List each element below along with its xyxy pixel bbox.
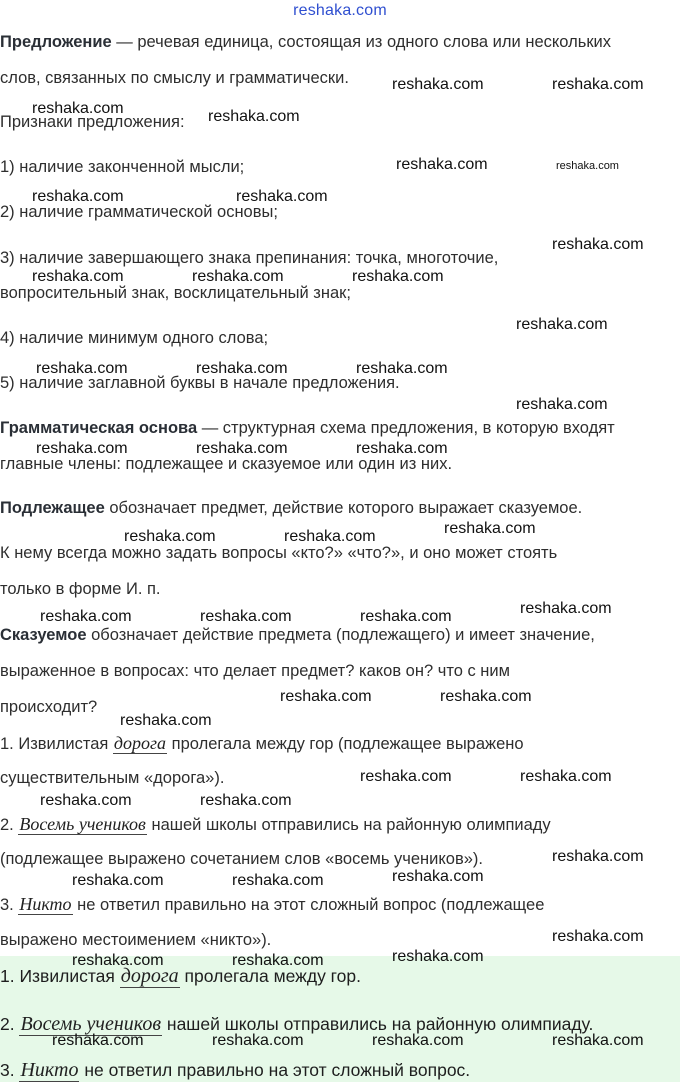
watermark-text: reshaka.com	[552, 76, 644, 93]
example-3-text: не ответил правильно на этот сложный вопрос (подлежащее	[72, 896, 545, 914]
watermark-text: reshaka.com	[520, 768, 612, 785]
watermark-text: reshaka.com	[192, 268, 284, 285]
predicate-text: обозначает действие предмета (подлежащего) и имеет значение,	[86, 626, 595, 644]
example-3-line-1	[0, 894, 544, 915]
watermark-text: reshaka.com	[444, 520, 536, 537]
grammar-basis-term: Грамматическая основа	[0, 419, 198, 437]
predicate-term: Сказуемое	[0, 626, 87, 644]
watermark-text: reshaka.com	[36, 440, 128, 457]
watermark-text: reshaka.com	[396, 156, 488, 173]
watermark-text: reshaka.com	[392, 76, 484, 93]
sign-item-3-cont: вопросительный знак, восклицательный знак;	[0, 284, 351, 302]
subject-line-3: только в форме И. п.	[0, 580, 161, 598]
answer-2-subject: Восемь учеников	[20, 1013, 162, 1035]
watermark-text: reshaka.com	[40, 608, 132, 625]
watermark-text: reshaka.com	[372, 1032, 464, 1049]
watermark-text: reshaka.com	[212, 1032, 304, 1049]
watermark-text: reshaka.com	[392, 948, 484, 965]
example-1-line-1	[0, 733, 524, 754]
watermark-text: reshaka.com	[520, 600, 612, 617]
watermark-text: reshaka.com	[516, 316, 608, 333]
watermark-text: reshaka.com	[32, 100, 124, 117]
watermark-text: reshaka.com	[556, 160, 619, 172]
definition-line-2: слов, связанных по смыслу и грамматически.	[0, 69, 349, 87]
answer-1-num: 1. Извилистая	[0, 966, 120, 986]
answer-box	[0, 956, 680, 1082]
sign-item-1: 1) наличие законченной мысли;	[0, 158, 245, 176]
example-1-text: пролегала между гор (подлежащее выражено	[167, 735, 524, 753]
subject-line-2: К нему всегда можно задать вопросы «кто?» «что?», и оно может стоять	[0, 544, 558, 562]
answer-2-num: 2.	[0, 1014, 20, 1034]
definition-text: — речевая единица, состоящая из одного слова или нескольких	[111, 33, 611, 51]
answer-3-text: не ответил правильно на этот сложный вопрос.	[79, 1060, 471, 1080]
answer-3	[0, 1060, 470, 1080]
watermark-text: reshaka.com	[32, 268, 124, 285]
example-2-line-1	[0, 814, 551, 835]
watermark-text: reshaka.com	[284, 528, 376, 545]
sign-item-3: 3) наличие завершающего знака препинания: точка, многоточие,	[0, 249, 499, 267]
subject-text: обозначает предмет, действие которого выражает сказуемое.	[104, 499, 583, 517]
answer-1-text: пролегала между гор.	[179, 966, 362, 986]
watermark-text: reshaka.com	[552, 236, 644, 253]
watermark-text: reshaka.com	[72, 952, 164, 969]
watermark-text: reshaka.com	[200, 608, 292, 625]
watermark-text: reshaka.com	[196, 360, 288, 377]
watermark-text: reshaka.com	[200, 792, 292, 809]
watermark-text: reshaka.com	[360, 768, 452, 785]
watermark-text: reshaka.com	[72, 872, 164, 889]
watermark-text: reshaka.com	[40, 792, 132, 809]
definition-term: Предложение	[0, 33, 112, 51]
grammar-basis-line-2: главные члены: подлежащее и сказуемое или один из них.	[0, 455, 453, 473]
watermark-text: reshaka.com	[552, 1032, 644, 1049]
example-2-num: 2.	[0, 816, 19, 834]
subject-line-1	[0, 498, 582, 518]
watermark-text: reshaka.com	[440, 688, 532, 705]
watermark-text: reshaka.com	[196, 440, 288, 457]
predicate-line-2: выраженное в вопросах: что делает предмет? каков он? что с ним	[0, 662, 510, 680]
watermark-text: reshaka.com	[36, 360, 128, 377]
answer-3-subject: Никто	[20, 1059, 79, 1081]
example-2-subject: Восемь учеников	[19, 814, 146, 834]
signs-title: Признаки предложения:	[0, 113, 185, 131]
answer-2-text: нашей школы отправились на районную олимпиаду.	[162, 1014, 594, 1034]
sign-item-5: 5) наличие заглавной буквы в начале предложения.	[0, 374, 400, 392]
example-1-subject: дорога	[113, 733, 167, 753]
subject-term: Подлежащее	[0, 499, 105, 517]
sign-item-4: 4) наличие минимум одного слова;	[0, 329, 269, 347]
site-header[interactable]: reshaka.com	[293, 2, 387, 19]
watermark-text: reshaka.com	[356, 360, 448, 377]
watermark-text: reshaka.com	[352, 268, 444, 285]
example-1-num: 1. Извилистая	[0, 735, 113, 753]
example-3-num: 3.	[0, 896, 19, 914]
watermark-text: reshaka.com	[32, 188, 124, 205]
watermark-text: reshaka.com	[552, 928, 644, 945]
watermark-text: reshaka.com	[124, 528, 216, 545]
answer-2	[0, 1014, 593, 1034]
example-3-subject: Никто	[19, 894, 72, 914]
predicate-line-1	[0, 625, 595, 645]
watermark-text: reshaka.com	[360, 608, 452, 625]
predicate-line-3: происходит?	[0, 698, 98, 716]
watermark-text: reshaka.com	[280, 688, 372, 705]
watermark-text: reshaka.com	[120, 712, 212, 729]
watermark-text: reshaka.com	[516, 396, 608, 413]
answer-3-num: 3.	[0, 1060, 20, 1080]
watermark-text: reshaka.com	[52, 1032, 144, 1049]
watermark-text: reshaka.com	[392, 868, 484, 885]
example-2-text: нашей школы отправились на районную олимпиаду	[146, 816, 551, 834]
watermark-text: reshaka.com	[208, 108, 300, 125]
watermark-text: reshaka.com	[232, 872, 324, 889]
grammar-basis-text: — структурная схема предложения, в которую входят	[197, 419, 615, 437]
watermark-text: reshaka.com	[552, 848, 644, 865]
definition-line-1	[0, 32, 611, 52]
example-3-line-2: выражено местоимением «никто»).	[0, 931, 272, 949]
example-1-line-2: существительным «дорога»).	[0, 769, 225, 787]
watermark-text: reshaka.com	[232, 952, 324, 969]
grammar-basis-line-1	[0, 418, 615, 438]
watermark-text: reshaka.com	[236, 188, 328, 205]
example-2-line-2: (подлежащее выражено сочетанием слов «восемь учеников»).	[0, 850, 483, 868]
watermark-text: reshaka.com	[356, 440, 448, 457]
sign-item-2: 2) наличие грамматической основы;	[0, 203, 278, 221]
answer-1-subject: дорога	[120, 965, 179, 987]
